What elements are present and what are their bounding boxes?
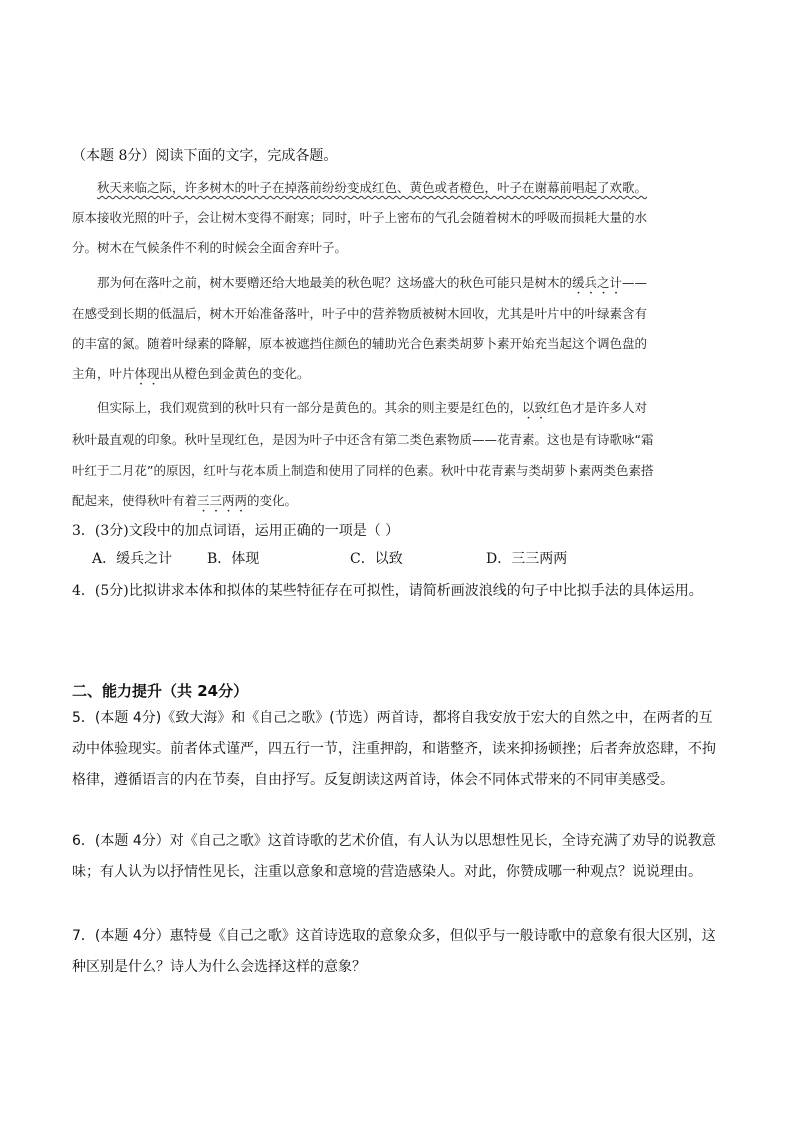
- question-5-line: 格律，遵循语言的内在节奏，自由抒写。反复朗读这两首诗，体会不同体式带来的不同审美感受。: [72, 772, 674, 788]
- passage-p2-line2: 在感受到长期的低温后，树木开始准备落叶，叶子中的营养物质被树木回收，尤其是叶片中的叶绿素含有: [72, 306, 648, 321]
- passage-text: 出从橙色到金黄色的变化。: [159, 366, 310, 381]
- dotted-word-huanbingzhiji: 缓兵之计: [572, 275, 623, 290]
- question-6-line: 6．(本题 4分）对《自己之歌》这首诗歌的艺术价值，有人认为以思想性见长，全诗充满了劝导的说教意: [72, 833, 716, 849]
- dotted-word-yizhi: 以致: [522, 400, 548, 415]
- passage-p1-line3: 分。树木在气候条件不利的时候会全面舍弃叶子。: [72, 240, 348, 255]
- passage-text: 红色才是许多人对: [547, 400, 648, 415]
- question-6-line: 味；有人认为以抒情性见长，注重以意象和意境的营造感染人。对此，你赞成哪一种观点？说说理由。: [72, 864, 702, 880]
- dotted-word-tixian: 体现: [134, 366, 160, 381]
- dotted-word-sansanliangliang: 三三两两: [197, 493, 248, 508]
- question-3: 3．(3分)文段中的加点词语，运用正确的一项是（ ）: [72, 523, 400, 539]
- option-c[interactable]: C．以致: [350, 551, 403, 567]
- section-title: 二、能力提升（共 24分）: [72, 682, 249, 700]
- question-4: 4．(5分)比拟讲求本体和拟体的某些特征存在可拟性，请简析画波浪线的句子中比拟手法的具体运用。: [72, 583, 703, 599]
- passage-text: 主角，叶片: [72, 366, 135, 381]
- passage-p2-line1: [97, 273, 647, 297]
- question-7-line: 种区别是什么？诗人为什么会选择这样的意象？: [72, 959, 366, 975]
- wavy-underlined-sentence: 秋天来临之际，许多树木的叶子在掉落前纷纷变成红色、黄色或者橙色，叶子在谢幕前唱起了欢歌。: [97, 180, 648, 195]
- question-intro: （本题 8分）阅读下面的文字，完成各题。: [72, 148, 338, 164]
- passage-text: 那为何在落叶之前，树木要赠还给大地最美的秋色呢？这场盛大的秋色可能只是树木的: [97, 275, 573, 290]
- passage-text: ——: [622, 275, 648, 290]
- option-a[interactable]: A．缓兵之计: [92, 551, 173, 567]
- passage-p3-line3: 叶红于二月花”的原因，红叶与花本质上制造和使用了同样的色素。秋叶中花青素与类胡萝卜素两类色素搭: [72, 463, 654, 478]
- passage-p1-line2: 原本接收光照的叶子，会让树木变得不耐寒；同时，叶子上密布的气孔会随着树木的呼吸而损耗大量的水: [72, 210, 648, 225]
- passage-text: 的变化。: [247, 493, 298, 508]
- passage-text: 配起来，使得秋叶有着: [72, 493, 198, 508]
- question-7-line: 7．(本题 4分）惠特曼《自己之歌》这首诗选取的意象众多，但似乎与一般诗歌中的意象有很大区别，这: [72, 928, 716, 944]
- option-b[interactable]: B．体现: [207, 551, 260, 567]
- option-d[interactable]: D．三三两两: [486, 551, 568, 567]
- passage-text: 但实际上，我们观赏到的秋叶只有一部分是黄色的。其余的则主要是红色的，: [97, 400, 523, 415]
- passage-p3-line1: [97, 398, 647, 422]
- question-5-line: 5．(本题 4分)《致大海》和《自己之歌》(节选）两首诗，都将自我安放于宏大的自然之中，在两者的互: [72, 710, 713, 726]
- passage-p2-line3: 的丰富的氮。随着叶绿素的降解，原本被遮挡住颜色的辅助光合色素类胡萝卜素开始充当起这个调色盘的: [72, 336, 648, 351]
- passage-p2-line4: [72, 364, 310, 388]
- passage-p3-line4: [72, 491, 297, 515]
- passage-p1-line1: [97, 178, 647, 196]
- passage-p3-line2: 秋叶最直观的印象。秋叶呈现红色，是因为叶子中还含有第二类色素物质——花青素。这也是有诗歌咏“霜: [72, 432, 654, 447]
- question-5-line: 动中体验现实。前者体式谨严，四五行一节，注重押韵，和谐整齐，读来抑扬顿挫；后者奔放恣肆，不拘: [72, 741, 716, 757]
